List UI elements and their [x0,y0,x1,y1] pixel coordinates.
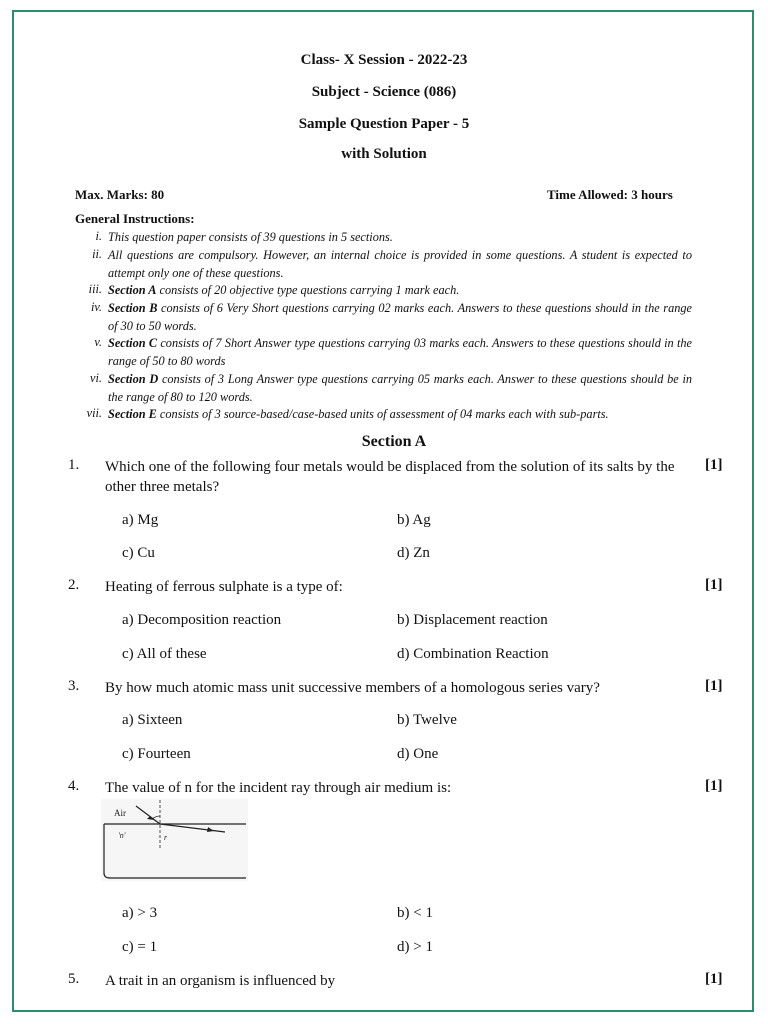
n-label: 'n' [118,831,126,840]
question-number: 5. [68,971,80,987]
air-label: Air [114,808,126,818]
instruction-number: iii. [88,282,102,296]
instruction-text: Section E consists of 3 source-based/case-based units of assessment of 04 marks each with sub-parts. [108,407,609,421]
question-number: 1. [68,457,80,473]
option-a: a) Mg [122,512,159,528]
question-number: 2. [68,577,80,593]
option-c: c) = 1 [122,939,158,955]
section-title: Section A [361,433,427,450]
instruction-text: This question paper consists of 39 questions in 5 sections. [108,230,393,244]
instruction-text: Section B consists of 6 Very Short questions carrying 02 marks each. Answers to these questions should in the range of 30 to 50 words. [108,301,692,333]
option-d: d) One [397,746,439,762]
option-a: a) Decomposition reaction [122,612,282,628]
question-number: 4. [68,778,80,794]
question-text: The value of n for the incident ray through air medium is: [105,780,452,796]
option-a: a) > 3 [122,905,158,921]
question-text: Heating of ferrous sulphate is a type of: [105,579,343,595]
question-text: By how much atomic mass unit successive members of a homologous series vary? [105,680,600,696]
question-marks: [1] [705,678,723,694]
option-a: a) Sixteen [122,712,183,728]
option-c: c) Fourteen [122,746,191,762]
max-marks: Max. Marks: 80 [75,187,165,202]
option-b: b) Ag [397,512,431,528]
option-d: d) Zn [397,545,430,561]
option-c: c) Cu [122,545,155,561]
option-b: b) < 1 [397,905,433,921]
instruction-text: Section A consists of 20 objective type questions carrying 1 mark each. [108,283,460,297]
paper-title: Sample Question Paper - 5 [298,116,470,132]
time-allowed: Time Allowed: 3 hours [547,187,673,202]
instruction-number: i. [95,229,102,243]
question-text: Which one of the following four metals would be displaced from the solution of its salts by the other three metals? [105,459,675,495]
class-session-title: Class- X Session - 2022-23 [300,52,468,68]
instruction-number: vii. [86,406,102,420]
instructions-title: General Instructions: [75,211,195,226]
instruction-number: iv. [90,300,102,314]
question-marks: [1] [705,577,723,593]
refraction-diagram [100,798,250,883]
option-d: d) Combination Reaction [397,646,549,662]
instruction-number: v. [94,335,102,349]
option-d: d) > 1 [397,939,433,955]
solution-title: with Solution [341,146,427,162]
question-number: 3. [68,678,80,694]
instruction-number: ii. [92,247,102,261]
question-marks: [1] [705,457,723,473]
option-c: c) All of these [122,646,207,662]
instruction-text: Section C consists of 7 Short Answer type questions carrying 03 marks each. Answers to these questions should in the range of 50 to 80 words [108,336,692,368]
question-marks: [1] [705,971,723,987]
question-text: A trait in an organism is influenced by [105,973,336,989]
instruction-text: All questions are compulsory. However, an internal choice is provided in some questions. A student is expected to attempt only one of these questions. [108,248,692,280]
r-label: r [164,833,168,842]
instruction-number: vi. [90,371,102,385]
subject-title: Subject - Science (086) [311,84,457,100]
option-b: b) Twelve [397,712,457,728]
instruction-text: Section D consists of 3 Long Answer type questions carrying 05 marks each. Answer to these questions should be in the range of 80 to 120 words. [108,372,693,404]
option-b: b) Displacement reaction [397,612,548,628]
question-marks: [1] [705,778,723,794]
